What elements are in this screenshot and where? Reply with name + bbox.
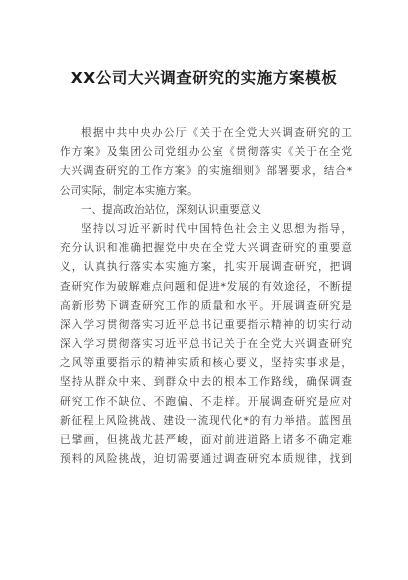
paragraph-2-line: 之风等重要指示的精神实质和核心要义，坚持实事求是， bbox=[60, 357, 352, 370]
paragraph-2-line: 高新形势下调查研究工作的质量和水平。开展调查研究是 bbox=[60, 299, 352, 312]
section-heading: 一、提高政治站位，深刻认识重要意义 bbox=[81, 203, 262, 216]
paragraph-2-line: 坚持从群众中来、到群众中去的根本工作路线，确保调查 bbox=[60, 376, 352, 389]
paragraph-2-line: 新征程上风险挑战、建设一流现代化*的有力举措。蓝图虽 bbox=[60, 414, 352, 427]
paragraph-1-line: 公司实际，制定本实施方案。 bbox=[60, 184, 198, 197]
paragraph-2-line: 预料的风险挑战，迫切需要通过调查研究本质规律，找到 bbox=[60, 453, 352, 466]
paragraph-2-line: 查研究作为破解难点问题和促进*发展的有效途径，不断提 bbox=[60, 280, 352, 293]
paragraph-2-line: 坚持以习近平新时代中国特色社会主义思想为指导， bbox=[81, 222, 352, 235]
paragraph-2-line: 已擘画，但挑战尤甚严峻，面对前进道路上诸多不确定难 bbox=[60, 434, 352, 446]
paragraph-1-line: 大兴调查研究的工作方案》的实施细则》部署要求，结合* bbox=[60, 165, 352, 178]
paragraph-2-line: 义，认真执行落实本实施方案，扎实开展调查研究，把调 bbox=[60, 261, 352, 274]
paragraph-2-line: 深入学习贯彻落实习近平总书记关于在全党大兴调查研究 bbox=[60, 338, 352, 351]
document-title: XX公司大兴调查研究的实施方案模板 bbox=[70, 69, 338, 87]
paragraph-2-line: 充分认识和准确把握党中央在全党大兴调查研究的重要意 bbox=[60, 242, 352, 255]
paragraph-2-line: 深入学习贯彻落实习近平总书记重要指示精神的切实行动 bbox=[60, 318, 352, 331]
paragraph-1-line: 作方案》及集团公司党组办公室《贯彻落实《关于在全党 bbox=[60, 146, 352, 159]
document-body bbox=[60, 124, 352, 469]
paragraph-1-line: 根据中共中央办公厅《关于在全党大兴调查研究的工 bbox=[81, 127, 352, 139]
paragraph-2-line: 研究工作不缺位、不跑偏、不走样。开展调查研究是应对 bbox=[60, 395, 352, 408]
